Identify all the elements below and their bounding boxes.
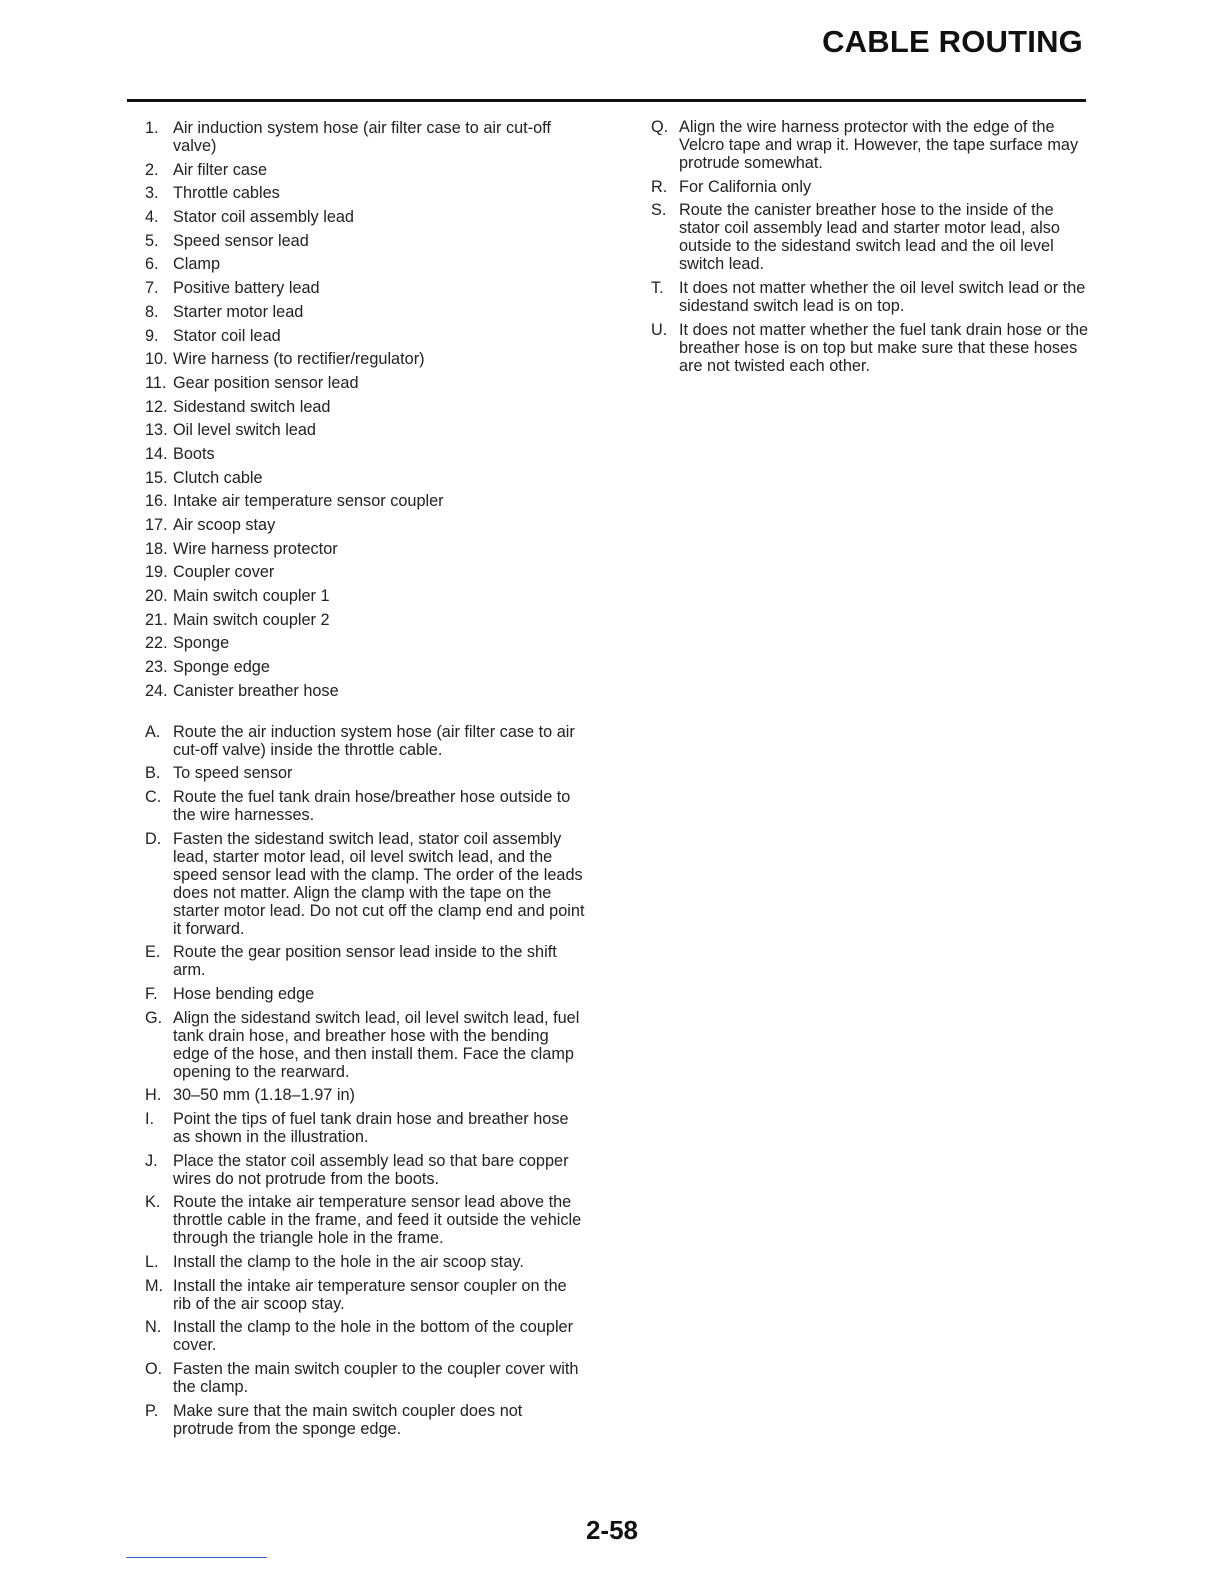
item-text: Sponge bbox=[173, 634, 230, 653]
item-marker: M. bbox=[145, 1276, 164, 1295]
item-marker: I. bbox=[145, 1110, 155, 1128]
lettered-item bbox=[145, 1360, 585, 1396]
item-text: Canister breather hose bbox=[173, 681, 339, 700]
lettered-item bbox=[145, 764, 585, 782]
item-marker: 16. bbox=[145, 492, 168, 511]
item-text: To speed sensor bbox=[173, 764, 293, 783]
header-rule bbox=[127, 99, 1086, 102]
item-marker: G. bbox=[145, 1008, 163, 1027]
item-marker: R. bbox=[651, 177, 668, 196]
numbered-item bbox=[145, 232, 585, 250]
item-text: Boots bbox=[173, 444, 215, 463]
item-text: 30–50 mm (1.18–1.97 in) bbox=[173, 1086, 355, 1105]
lettered-item bbox=[145, 1110, 585, 1146]
numbered-legend-list bbox=[145, 119, 585, 700]
lettered-item bbox=[145, 788, 585, 824]
item-marker: Q. bbox=[651, 118, 669, 136]
numbered-item bbox=[145, 611, 585, 629]
item-marker: 1. bbox=[145, 119, 159, 137]
page-number: 2-58 bbox=[585, 1515, 639, 1545]
lettered-item bbox=[145, 1009, 585, 1081]
lettered-item bbox=[651, 178, 1091, 196]
item-marker: 11. bbox=[145, 373, 167, 392]
item-marker: A. bbox=[145, 722, 161, 741]
lettered-item bbox=[145, 723, 585, 759]
footer-link-line bbox=[126, 1557, 267, 1558]
lettered-item bbox=[651, 321, 1091, 375]
item-marker: 22. bbox=[145, 634, 168, 653]
item-text: Install the clamp to the hole in the bottom of the coupler cover. bbox=[173, 1318, 574, 1355]
item-marker: 6. bbox=[145, 255, 159, 274]
item-marker: K. bbox=[145, 1193, 161, 1212]
item-marker: N. bbox=[145, 1318, 162, 1337]
item-text: Align the sidestand switch lead, oil level switch lead, fuel tank drain hose, and breather hose with the bending edge of the hose, and then install them. Face the clamp opening to the rearward. bbox=[173, 1008, 580, 1081]
item-text: Starter motor lead bbox=[173, 302, 304, 321]
item-text: Intake air temperature sensor coupler bbox=[173, 492, 444, 511]
item-marker: 18. bbox=[145, 539, 168, 558]
numbered-item bbox=[145, 469, 585, 487]
item-marker: 5. bbox=[145, 231, 159, 250]
numbered-item bbox=[145, 350, 585, 368]
item-text: Route the fuel tank drain hose/breather hose outside to the wire harnesses. bbox=[173, 787, 571, 824]
item-text: Positive battery lead bbox=[173, 279, 320, 298]
item-marker: 13. bbox=[145, 421, 168, 440]
item-marker: 24. bbox=[145, 681, 168, 700]
item-text: Gear position sensor lead bbox=[173, 373, 359, 392]
item-text: Coupler cover bbox=[173, 563, 275, 582]
lettered-item bbox=[145, 1277, 585, 1313]
item-marker: 20. bbox=[145, 587, 168, 606]
item-text: Main switch coupler 2 bbox=[173, 610, 330, 629]
numbered-item bbox=[145, 516, 585, 534]
item-text: For California only bbox=[679, 177, 812, 196]
lettered-item bbox=[145, 1152, 585, 1188]
item-text: Route the canister breather hose to the inside of the stator coil assembly lead and starter motor lead, also outside to the sidestand switch lead and the oil level switch lead. bbox=[679, 201, 1060, 274]
numbered-item bbox=[145, 398, 585, 416]
item-marker: 14. bbox=[145, 444, 168, 463]
numbered-item bbox=[145, 208, 585, 226]
item-marker: 9. bbox=[145, 326, 159, 345]
item-text: Clamp bbox=[173, 255, 221, 274]
item-marker: S. bbox=[651, 201, 667, 220]
item-text: Air induction system hose (air filter case to air cut-off valve) bbox=[173, 119, 551, 155]
lettered-item bbox=[145, 1402, 585, 1438]
item-text: Wire harness protector bbox=[173, 539, 338, 558]
item-text: Speed sensor lead bbox=[173, 231, 309, 250]
lettered-item bbox=[651, 201, 1091, 273]
item-marker: H. bbox=[145, 1086, 162, 1105]
numbered-item bbox=[145, 563, 585, 581]
item-text: Make sure that the main switch coupler does not protrude from the sponge edge. bbox=[173, 1401, 523, 1438]
item-text: Clutch cable bbox=[173, 468, 263, 487]
numbered-item bbox=[145, 119, 585, 155]
item-marker: J. bbox=[145, 1151, 158, 1170]
item-text: Install the intake air temperature sensor coupler on the rib of the air scoop stay. bbox=[173, 1276, 567, 1313]
item-marker: 21. bbox=[145, 610, 168, 629]
numbered-item bbox=[145, 327, 585, 345]
lettered-notes-list-right bbox=[651, 118, 1091, 375]
item-text: Align the wire harness protector with the edge of the Velcro tape and wrap it. However, the tape surface may protrude somewhat. bbox=[679, 118, 1079, 172]
numbered-item bbox=[145, 492, 585, 510]
item-marker: 2. bbox=[145, 160, 159, 179]
numbered-item bbox=[145, 658, 585, 676]
item-marker: 8. bbox=[145, 302, 159, 321]
lettered-item bbox=[145, 1086, 585, 1104]
item-marker: T. bbox=[651, 279, 664, 298]
numbered-item bbox=[145, 303, 585, 321]
item-marker: 7. bbox=[145, 279, 159, 298]
item-text: Main switch coupler 1 bbox=[173, 587, 330, 606]
item-marker: 3. bbox=[145, 184, 159, 203]
item-text: Route the intake air temperature sensor lead above the throttle cable in the frame, and feed it outside the vehicle through the triangle hole in the frame. bbox=[173, 1193, 582, 1248]
lettered-item bbox=[145, 943, 585, 979]
item-text: Fasten the sidestand switch lead, stator coil assembly lead, starter motor lead, oil level switch lead, and the speed sensor lead with the clamp. The order of the leads does not matter. Align the clamp with the tape on the starter motor lead. Do not cut off the clamp end and point it forward. bbox=[173, 829, 585, 938]
lettered-item bbox=[145, 1318, 585, 1354]
item-marker: O. bbox=[145, 1360, 163, 1379]
item-marker: F. bbox=[145, 984, 158, 1003]
numbered-item bbox=[145, 255, 585, 273]
item-text: Route the gear position sensor lead inside to the shift arm. bbox=[173, 943, 557, 980]
item-marker: 19. bbox=[145, 563, 168, 582]
item-marker: 17. bbox=[145, 516, 168, 534]
item-text: It does not matter whether the oil level switch lead or the sidestand switch lead is on top. bbox=[679, 279, 1086, 316]
item-marker: B. bbox=[145, 764, 161, 783]
item-text: Hose bending edge bbox=[173, 984, 315, 1003]
numbered-item bbox=[145, 634, 585, 652]
item-text: Stator coil assembly lead bbox=[173, 208, 354, 227]
item-marker: 15. bbox=[145, 468, 168, 487]
left-column bbox=[145, 119, 585, 1444]
lettered-item bbox=[651, 279, 1091, 315]
item-text: Fasten the main switch coupler to the coupler cover with the clamp. bbox=[173, 1360, 579, 1397]
item-text: Sponge edge bbox=[173, 658, 270, 677]
numbered-item bbox=[145, 279, 585, 297]
lettered-item bbox=[145, 830, 585, 938]
right-column bbox=[651, 118, 1091, 380]
item-marker: D. bbox=[145, 829, 162, 848]
item-text: Air filter case bbox=[173, 160, 268, 179]
numbered-item bbox=[145, 421, 585, 439]
numbered-item bbox=[145, 445, 585, 463]
numbered-item bbox=[145, 540, 585, 558]
item-text: Point the tips of fuel tank drain hose and breather hose as shown in the illustration. bbox=[173, 1110, 569, 1146]
item-text: Sidestand switch lead bbox=[173, 397, 331, 416]
item-text: Air scoop stay bbox=[173, 516, 276, 534]
item-marker: U. bbox=[651, 320, 668, 339]
item-marker: E. bbox=[145, 943, 161, 962]
item-text: Wire harness (to rectifier/regulator) bbox=[173, 350, 425, 369]
item-text: Throttle cables bbox=[173, 184, 280, 203]
item-marker: C. bbox=[145, 787, 162, 806]
item-text: Install the clamp to the hole in the air scoop stay. bbox=[173, 1253, 524, 1272]
list-gap bbox=[145, 706, 585, 723]
item-marker: 10. bbox=[145, 350, 168, 369]
item-text: Route the air induction system hose (air filter case to air cut-off valve) inside the throttle cable. bbox=[173, 722, 575, 759]
lettered-item bbox=[145, 1193, 585, 1247]
numbered-item bbox=[145, 161, 585, 179]
item-marker: 12. bbox=[145, 397, 168, 416]
lettered-item bbox=[145, 1253, 585, 1271]
item-text: Stator coil lead bbox=[173, 326, 281, 345]
lettered-item bbox=[651, 118, 1091, 172]
numbered-item bbox=[145, 184, 585, 202]
item-marker: 23. bbox=[145, 658, 168, 677]
numbered-item bbox=[145, 682, 585, 700]
item-marker: P. bbox=[145, 1401, 159, 1420]
item-text: It does not matter whether the fuel tank drain hose or the breather hose is on top but make sure that these hoses are not twisted each other. bbox=[679, 320, 1089, 375]
lettered-notes-list-left bbox=[145, 723, 585, 1438]
item-marker: L. bbox=[145, 1253, 159, 1272]
item-marker: 4. bbox=[145, 208, 159, 227]
page-title: CABLE ROUTING bbox=[822, 24, 1083, 59]
numbered-item bbox=[145, 374, 585, 392]
numbered-item bbox=[145, 587, 585, 605]
item-text: Place the stator coil assembly lead so that bare copper wires do not protrude from the boots. bbox=[173, 1151, 569, 1188]
item-text: Oil level switch lead bbox=[173, 421, 316, 440]
lettered-item bbox=[145, 985, 585, 1003]
